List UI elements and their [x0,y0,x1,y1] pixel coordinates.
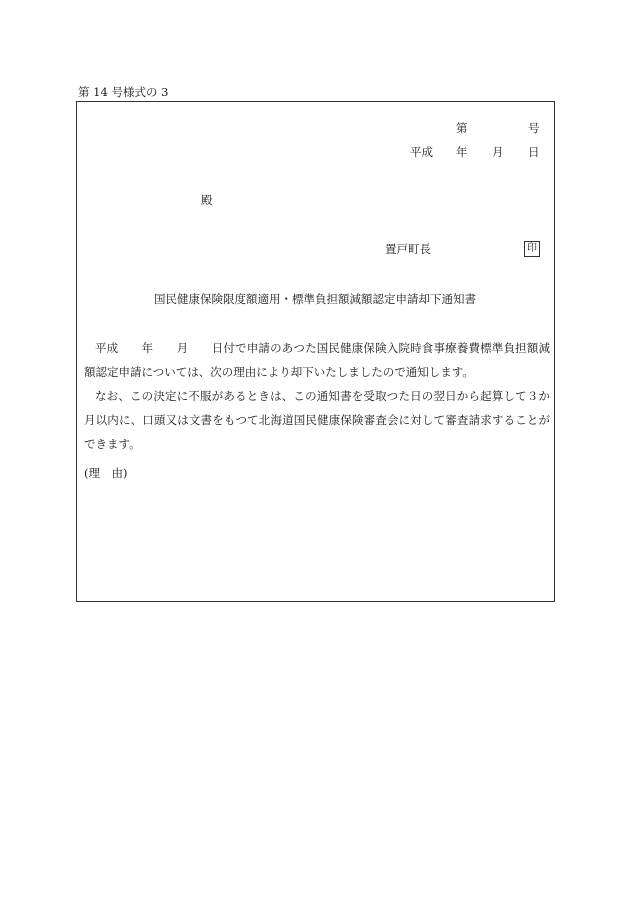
seal-mark: 印 [524,241,540,257]
number-prefix: 第 [456,121,468,135]
notice-paragraph-1: 平成 年 月 日付で申請のあつた国民健康保険入院時食事療養費標準負担額減額認定申請については、次の理由により却下いたしましたので通知します。 [84,341,550,379]
reason-label: (理 由) [84,466,128,480]
document-title: 国民健康保険限度額適用・標準負担額減額認定申請却下通知書 [154,292,476,306]
notice-paragraph-2: なお、この決定に不服があるときは、この通知書を受取つた日の翌日から起算して３か月以内に、口頭又は文書をもつて北海道国民健康保険審査会に対して審査請求することができます。 [84,389,550,451]
issuer-title: 置戸町長 [385,242,431,256]
date-era: 平成 [410,145,433,159]
form-number: 第 14 号様式の 3 [78,85,169,99]
date-month-unit: 月 [492,145,504,159]
number-suffix: 号 [528,121,540,135]
addressee-suffix: 殿 [201,193,213,207]
notice-body [84,336,550,456]
date-year-unit: 年 [456,145,468,159]
date-day-unit: 日 [528,145,540,159]
